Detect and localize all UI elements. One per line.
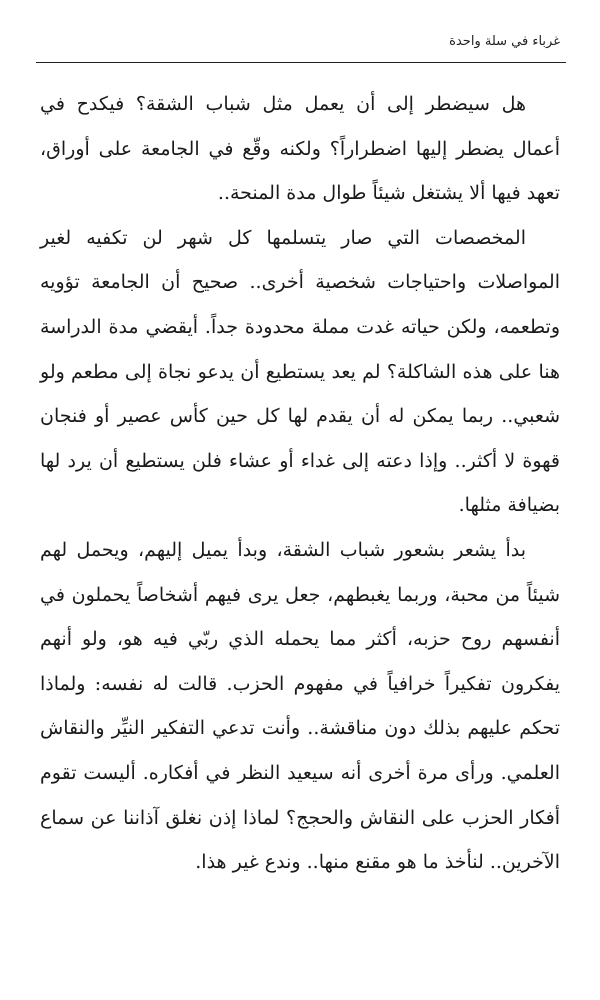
paragraph: المخصصات التي صار يتسلمها كل شهر لن تكفيه لغير المواصلات واحتياجات شخصية أخرى.. صحيح أن الجامعة تؤويه وتطعمه، ولكن حياته غدت مملة محدودة جداً. أيقضي مدة الدراسة هنا على هذه الشاكلة؟ لم يعد يستطيع أن يدعو نجاة إلى مطعم ولو شعبي.. ربما يمكن له أن يقدم لها كل حين كأس عصير أو فنجان قهوة لا أكثر.. وإذا دعته إلى غداء أو عشاء فلن يستطيع أن يرد لها بضيافة مثلها.: [40, 226, 560, 517]
paragraph: هل سيضطر إلى أن يعمل مثل شباب الشقة؟ فيكدح في أعمال يضطر إليها اضطراراً؟ ولكنه وقّع في الجامعة على أوراق، تعهد فيها ألا يشتغل شيئاً طوال مدة المنحة..: [40, 93, 560, 205]
page-body: [40, 82, 560, 885]
paragraph: بدأ يشعر بشعور شباب الشقة، وبدأ يميل إليهم، ويحمل لهم شيئاً من محبة، وربما يغبطهم، جعل يرى فيهم أشخاصاً يحملون في أنفسهم روح حزبه، أكثر مما يحمله الذي ربّي فيه هو، ولو أنهم يفكرون تفكيراً خرافياً في مفهوم الحزب. قالت له نفسه: ولماذا تحكم عليهم بذلك دون مناقشة.. وأنت تدعي التفكير النيِّر والنقاش العلمي. ورأى مرة أخرى أنه سيعيد النظر في أفكاره. أليست تقوم أفكار الحزب على النقاش والحجج؟ لماذا إذن نغلق آذاننا عن سماع الآخرين.. لنأخذ ما هو مقنع منها.. وندع غير هذا.: [40, 538, 560, 874]
running-header: غرباء في سلة واحدة: [449, 34, 560, 49]
header-divider: [36, 62, 566, 63]
